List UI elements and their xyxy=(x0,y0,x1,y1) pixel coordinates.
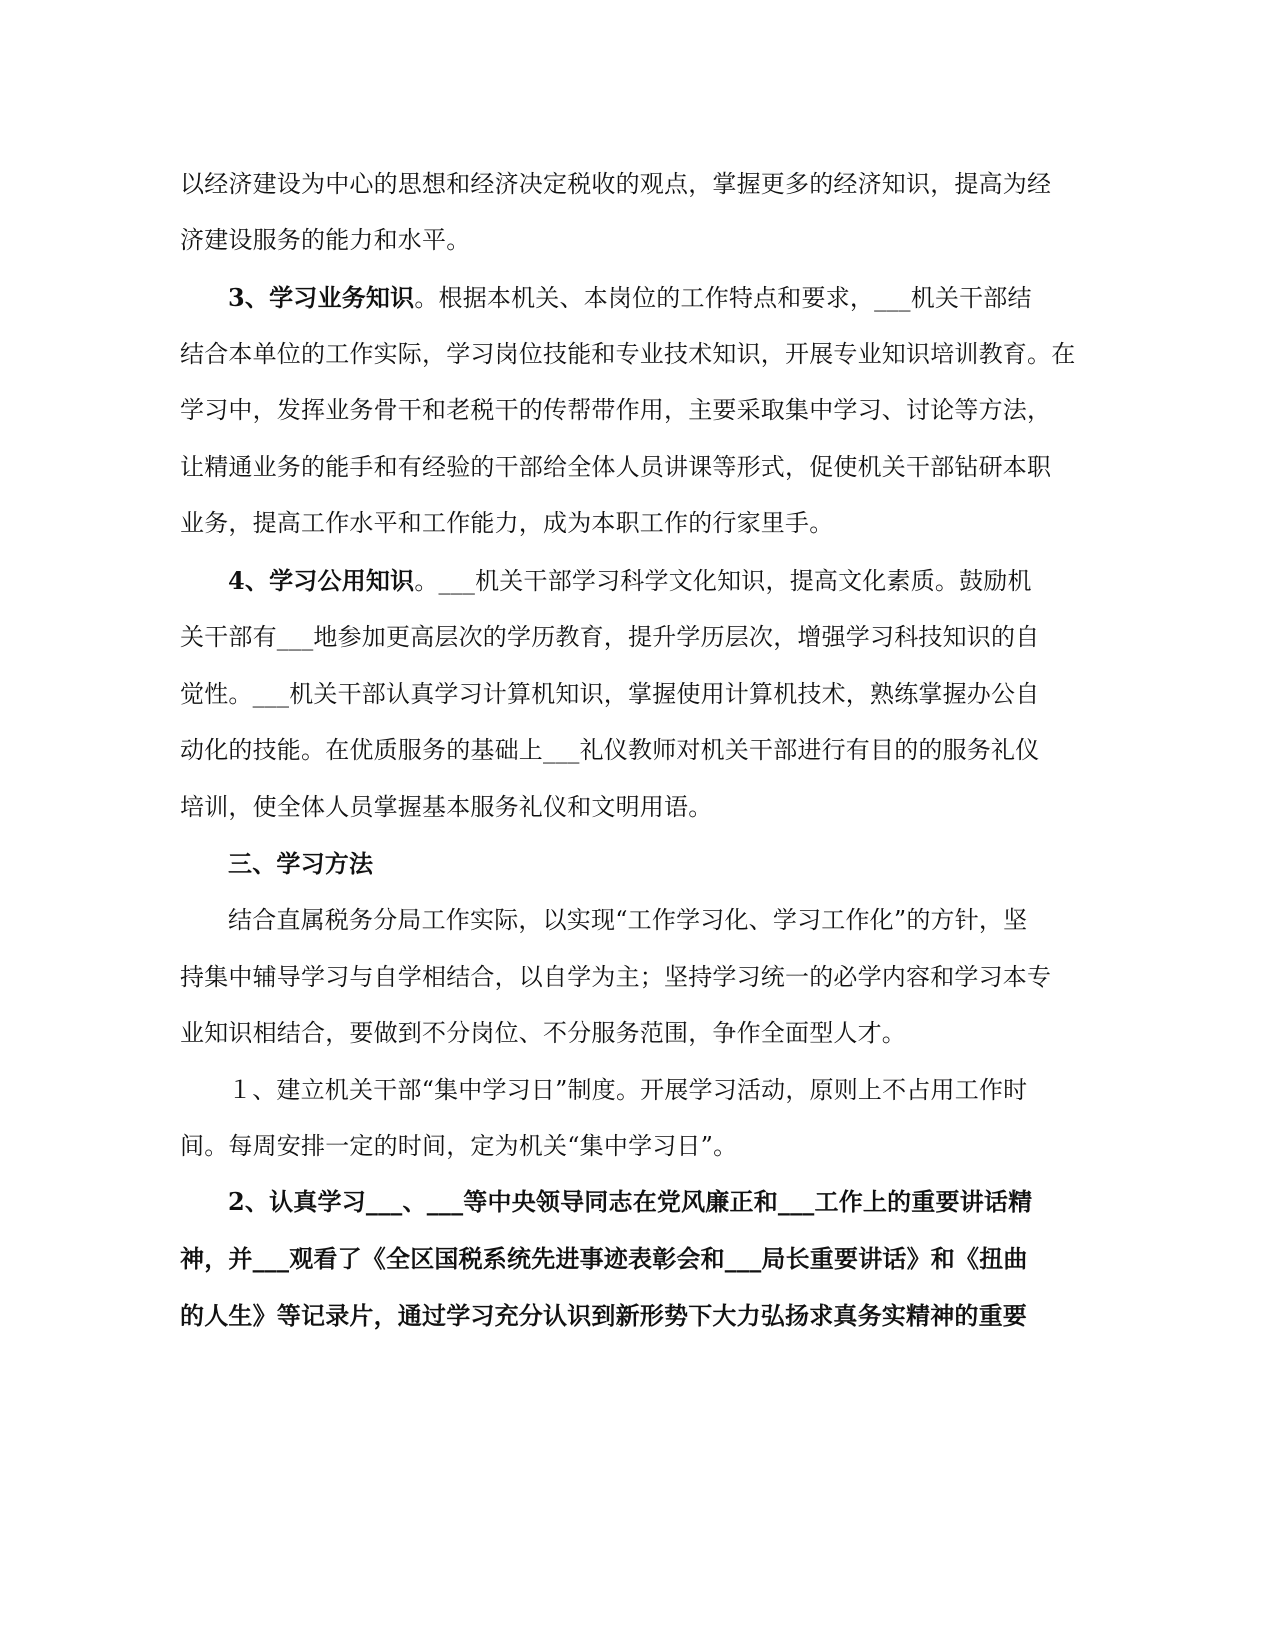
item-4-line xyxy=(228,565,1128,597)
text-line: 学习中，发挥业务骨干和老税干的传帮带作用，主要采取集中学习、讨论等方法， xyxy=(180,396,1052,424)
text-line: 持集中辅导学习与自学相结合，以自学为主；坚持学习统一的必学内容和学习本专 xyxy=(180,963,1052,991)
text-line: １、建立机关干部“集中学习日”制度。开展学习活动，原则上不占用工作时 xyxy=(228,1076,1028,1104)
item-3-text: 。根据本机关、本岗位的工作特点和要求，___机关干部结 xyxy=(414,284,1032,312)
text-line-bold: 的人生》等记录片，通过学习充分认识到新形势下大力弘扬求真务实精神的重要 xyxy=(180,1301,1027,1330)
text-line-bold: 2、认真学习___、___等中央领导同志在党风廉正和___工作上的重要讲话精 xyxy=(228,1187,1033,1216)
text-line: 让精通业务的能手和有经验的干部给全体人员讲课等形式，促使机关干部钻研本职 xyxy=(180,453,1052,481)
text-line: 关干部有___地参加更高层次的学历教育，提升学历层次，增强学习科技知识的自 xyxy=(180,623,1040,651)
text-line: 济建设服务的能力和水平。 xyxy=(180,226,471,254)
item-4-text: 。___机关干部学习科学文化知识，提高文化素质。鼓励机 xyxy=(414,567,1032,595)
text-line: 间。每周安排一定的时间，定为机关“集中学习日”。 xyxy=(180,1132,738,1160)
item-4-heading: 4、学习公用知识 xyxy=(228,566,415,595)
section-heading: 三、学习方法 xyxy=(228,849,374,878)
text-line: 结合直属税务分局工作实际，以实现“工作学习化、学习工作化”的方针，坚 xyxy=(228,906,1028,934)
text-line: 业务，提高工作水平和工作能力，成为本职工作的行家里手。 xyxy=(180,509,834,537)
text-line-bold: 神，并___观看了《全区国税系统先进事迹表彰会和___局长重要讲话》和《扭曲 xyxy=(180,1244,1028,1273)
text-line: 业知识相结合，要做到不分岗位、不分服务范围，争作全面型人才。 xyxy=(180,1019,906,1047)
item-3-heading: 3、学习业务知识 xyxy=(228,283,415,312)
text-line: 培训，使全体人员掌握基本服务礼仪和文明用语。 xyxy=(180,793,713,821)
text-line: 觉性。___机关干部认真学习计算机知识，掌握使用计算机技术，熟练掌握办公自 xyxy=(180,680,1040,708)
text-line: 以经济建设为中心的思想和经济决定税收的观点，掌握更多的经济知识，提高为经 xyxy=(180,170,1052,198)
text-line: 动化的技能。在优质服务的基础上___礼仪教师对机关干部进行有目的的服务礼仪 xyxy=(180,736,1040,764)
item-3-line xyxy=(228,282,1128,314)
text-line: 结合本单位的工作实际，学习岗位技能和专业技术知识，开展专业知识培训教育。在 xyxy=(180,340,1076,368)
